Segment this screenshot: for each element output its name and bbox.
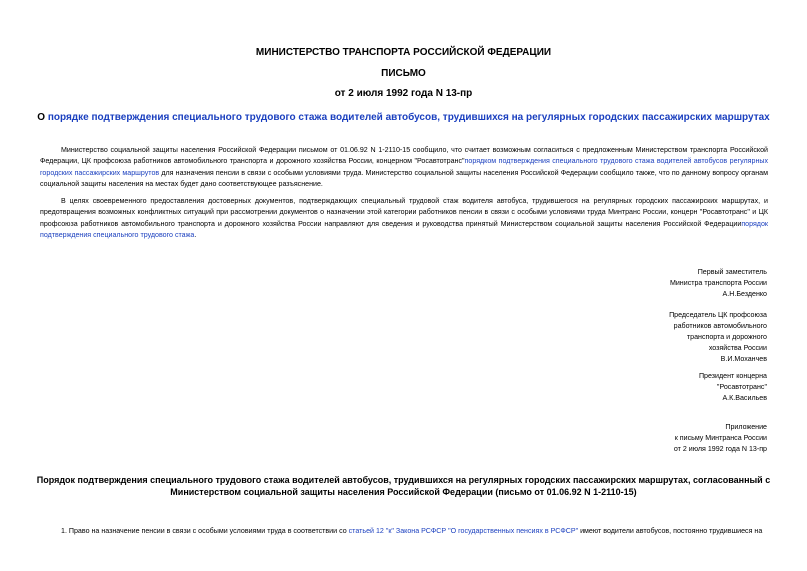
- paragraph-2-text-b: .: [194, 230, 197, 239]
- subject-link[interactable]: порядке подтверждения специального трудового стажа водителей автобусов, трудившихся на регулярных городских пассажирских маршрутах: [47, 112, 770, 123]
- signature-union-chairman: [587, 310, 767, 365]
- appendix-line: Приложение: [725, 423, 767, 431]
- paragraph-1-text-a: Министерство социальной защиты населения Российской Федерации письмом от 01.06.92 N 1-2110-15 сообщило, что считает возможным согласиться с предложенным Министерством транспорта Российской Федерации, ЦК профсоюза работников автомобильного транспорта и дорожного хозяйства России, концерном "Росавтотранс": [40, 146, 768, 166]
- signature-line: В.И.Моханчев: [720, 355, 767, 363]
- signature-line: А.Н.Безденко: [722, 290, 767, 298]
- law-article-link[interactable]: статьей 12 "к" Закона РСФСР "О государственных пенсиях в РСФСР": [348, 527, 579, 535]
- signature-line: работников автомобильного: [673, 322, 767, 330]
- paragraph-2-link[interactable]: порядок подтверждения специального трудового стажа: [40, 219, 768, 239]
- appendix-item-1-text-a: 1. Право на назначение пенсии в связи с особыми условиями труда в соответствии со: [61, 527, 349, 535]
- document-type: ПИСЬМО: [381, 68, 426, 79]
- paragraph-1-text-b: для назначения пенсии в связи с особыми условиями труда. Министерство социальной защиты населения Российской Федерации сообщило также, что по данному вопросу органам социальной защиты населения на местах будет дано соответствующее разъяснение.: [40, 168, 768, 188]
- appendix-reference: [587, 422, 767, 455]
- paragraph-2-text-a: В целях своевременного предоставления достоверных документов, подтверждающих специальный трудовой стаж водителя автобуса, трудившегося на регулярных городских пассажирских маршрутах, и предотвращения возможных конфликтных ситуаций при рассмотрении документов о назначении этой категории работников пенсии в связи с особыми условиями труда Минтранс России, концерн "Росавтотранс" и ЦК профсоюза работников автомобильного транспорта и дорожного хозяйства России направляют для сведения и руководства принятый Министерством социальной защиты населения Российской Федерации: [40, 197, 768, 228]
- signature-first-deputy: [587, 267, 767, 300]
- signature-line: Первый заместитель: [697, 268, 767, 276]
- paragraph-1: [40, 145, 768, 190]
- appendix-item-1: [40, 526, 780, 537]
- signature-line: А.К.Васильев: [722, 394, 767, 402]
- appendix-line: от 2 июля 1992 года N 13-пр: [673, 445, 767, 453]
- ministry-heading: МИНИСТЕРСТВО ТРАНСПОРТА РОССИЙСКОЙ ФЕДЕРАЦИИ: [255, 47, 552, 58]
- appendix-item-1-text-b: имеют водители автобусов, постоянно трудившиеся на: [578, 527, 763, 535]
- appendix-title: [30, 474, 777, 498]
- appendix-title-line-1: Порядок подтверждения специального трудового стажа водителей автобусов, трудившихся на регулярных городских пассажирских маршрутах, согласованный с: [36, 475, 771, 485]
- paragraph-2: [40, 196, 768, 241]
- signature-line: транспорта и дорожного: [686, 333, 767, 341]
- signature-line: Председатель ЦК профсоюза: [669, 311, 767, 319]
- signature-concern-president: [587, 371, 767, 404]
- appendix-title-line-2: Министерством социальной защиты населения Российской Федерации (письмо от 01.06.92 N 1-2110-15): [170, 487, 637, 497]
- appendix-line: к письму Минтранса России: [674, 434, 767, 442]
- signature-line: Президент концерна: [698, 372, 767, 380]
- document-date-number: от 2 июля 1992 года N 13-пр: [334, 88, 473, 99]
- signature-line: хозяйства России: [708, 344, 767, 352]
- signature-line: "Росавтотранс": [716, 383, 767, 391]
- subject-prefix: О: [37, 112, 48, 123]
- signature-line: Министра транспорта России: [669, 279, 767, 287]
- paragraph-1-link[interactable]: порядком подтверждения специального трудового стажа водителей автобусов регулярных городских пассажирских маршрутов: [40, 157, 769, 177]
- document-subject: [0, 112, 807, 123]
